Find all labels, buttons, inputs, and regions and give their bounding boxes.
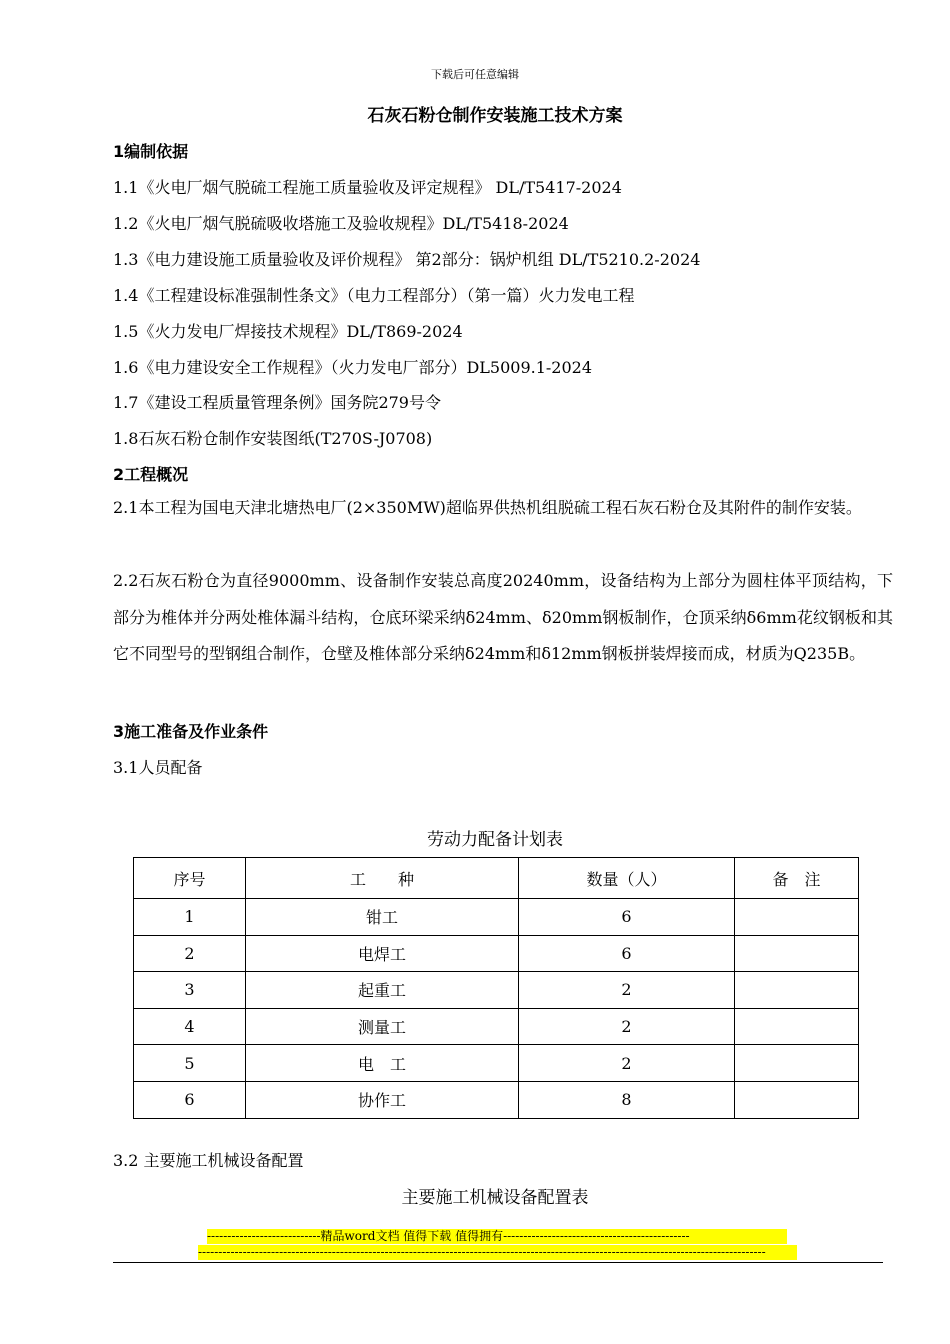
table-cell: 起重工	[246, 972, 519, 1009]
overview-paragraph-2: 2.2石灰石粉仓为直径9000mm、设备制作安装总高度20240mm，设备结构为上部分为圆柱体平顶结构，下部分为椎体并分两处椎体漏斗结构，仓底环梁采纳δ24mm、δ20mm钢板制作，仓顶采纳δ6mm花纹钢板和其它不同型号的型钢组合制作，仓壁及椎体部分采纳δ24mm和δ12mm钢板拼装焊接而成，材质为Q235B。	[113, 571, 893, 663]
footer-watermark-line-1: ----------------------------精品word文档 值得下载 值得拥有----------------------------------------------	[207, 1229, 787, 1244]
table-cell	[735, 1081, 859, 1118]
table-cell: 钳工	[246, 899, 519, 936]
footer-rule	[113, 1262, 883, 1263]
footer-watermark-line-2: --------------------------------------------------------------------------------------------------------------------------------------------	[198, 1245, 797, 1260]
document-title: 石灰石粉仓制作安装施工技术方案	[367, 106, 623, 126]
column-header: 序号	[134, 858, 246, 899]
column-header: 备 注	[735, 858, 859, 899]
reference-item: 1.6《电力建设安全工作规程》（火力发电厂部分）DL5009.1-2024	[113, 358, 593, 377]
table-row	[134, 935, 859, 972]
reference-item: 1.1《火电厂烟气脱硫工程施工质量验收及评定规程》 DL/T5417-2024	[113, 178, 622, 197]
column-header: 数量（人）	[519, 858, 735, 899]
table-cell: 电 工	[246, 1045, 519, 1082]
table-cell	[735, 899, 859, 936]
table-cell: 2	[134, 935, 246, 972]
reference-item: 1.8石灰石粉仓制作安装图纸(T270S-J0708)	[113, 429, 433, 448]
table-cell: 3	[134, 972, 246, 1009]
overview-paragraph-1: 2.1本工程为国电天津北塘热电厂(2×350MW)超临界供热机组脱硫工程石灰石粉仓及其附件的制作安装。	[113, 498, 862, 517]
table-row	[134, 1045, 859, 1082]
subsection-3-1: 3.1人员配备	[113, 758, 203, 777]
subsection-3-2: 3.2 主要施工机械设备配置	[113, 1151, 304, 1170]
labor-table-title: 劳动力配备计划表	[427, 830, 563, 850]
table-row	[134, 972, 859, 1009]
table-cell: 协作工	[246, 1081, 519, 1118]
table-cell: 5	[134, 1045, 246, 1082]
table-cell	[735, 1045, 859, 1082]
table-cell: 6	[519, 899, 735, 936]
column-header: 工 种	[246, 858, 519, 899]
table-row	[134, 1008, 859, 1045]
reference-item: 1.4《工程建设标准强制性条文》（电力工程部分）（第一篇）火力发电工程	[113, 286, 635, 305]
table-cell	[735, 972, 859, 1009]
reference-item: 1.7《建设工程质量管理条例》国务院279号令	[113, 393, 441, 412]
reference-item: 1.3《电力建设施工质量验收及评价规程》 第2部分：锅炉机组 DL/T5210.2-2024	[113, 250, 701, 269]
table-cell: 测量工	[246, 1008, 519, 1045]
table-row	[134, 1081, 859, 1118]
table-cell: 2	[519, 972, 735, 1009]
reference-item: 1.2《火电厂烟气脱硫吸收塔施工及验收规程》DL/T5418-2024	[113, 214, 569, 233]
section-2-heading: 2工程概况	[113, 465, 189, 484]
table-cell	[735, 935, 859, 972]
table-cell: 4	[134, 1008, 246, 1045]
table-cell: 6	[134, 1081, 246, 1118]
section-1-heading: 1编制依据	[113, 142, 189, 161]
table-cell: 8	[519, 1081, 735, 1118]
equipment-table-title: 主要施工机械设备配置表	[401, 1188, 589, 1208]
table-header-row	[134, 858, 859, 899]
labor-table	[133, 857, 859, 1119]
reference-item: 1.5《火力发电厂焊接技术规程》DL/T869-2024	[113, 322, 463, 341]
table-cell: 电焊工	[246, 935, 519, 972]
table-cell: 1	[134, 899, 246, 936]
table-cell: 6	[519, 935, 735, 972]
table-cell: 2	[519, 1045, 735, 1082]
page-header: 下载后可任意编辑	[431, 68, 519, 81]
table-row	[134, 899, 859, 936]
section-3-heading: 3施工准备及作业条件	[113, 722, 269, 741]
table-cell: 2	[519, 1008, 735, 1045]
table-cell	[735, 1008, 859, 1045]
